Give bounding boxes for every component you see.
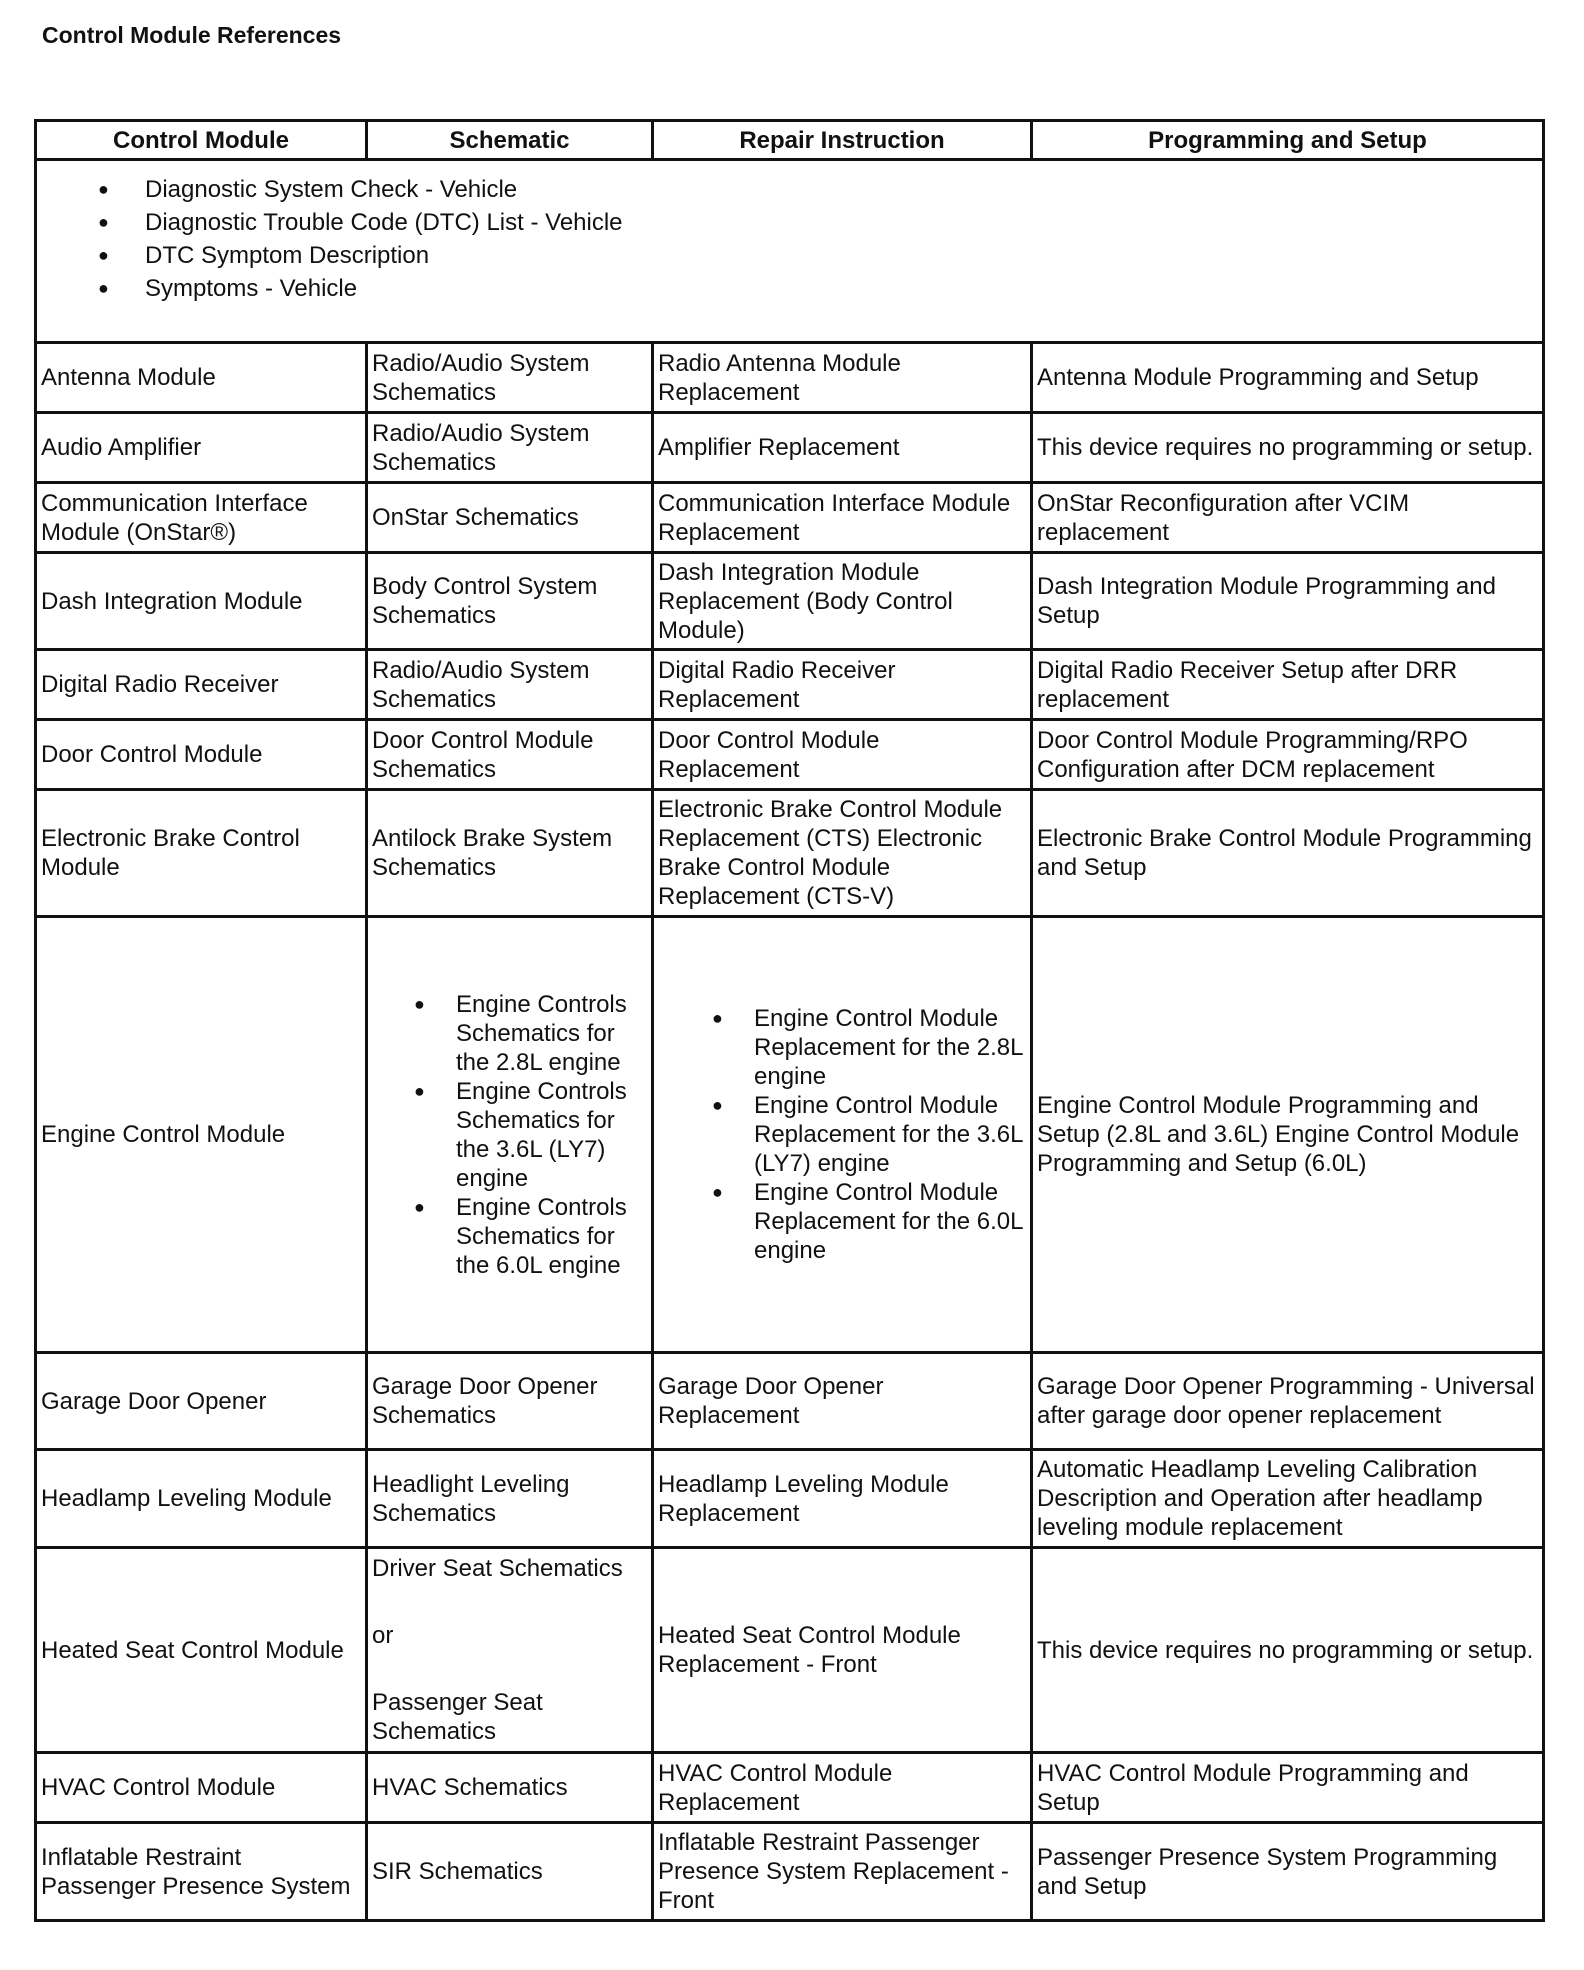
repair-cell[interactable]: Digital Radio Receiver Replacement <box>653 650 1032 720</box>
passenger-seat-schematics-link[interactable]: Passenger Seat Schematics <box>372 1689 543 1745</box>
header-programming-setup: Programming and Setup <box>1032 121 1544 160</box>
module-cell: Audio Amplifier <box>36 413 367 483</box>
list-item[interactable]: ● Diagnostic Trouble Code (DTC) List - Vehicle <box>93 206 1534 239</box>
programming-cell[interactable]: Garage Door Opener Programming - Universal after garage door opener replacement <box>1032 1353 1544 1450</box>
programming-cell[interactable]: Digital Radio Receiver Setup after DRR replacement <box>1032 650 1544 720</box>
schematic-cell[interactable]: Antilock Brake System Schematics <box>367 790 653 917</box>
repair-cell[interactable]: Inflatable Restraint Passenger Presence System Replacement - Front <box>653 1823 1032 1921</box>
table-row <box>36 720 1544 790</box>
schematic-cell[interactable]: SIR Schematics <box>367 1823 653 1921</box>
module-cell: Inflatable Restraint Passenger Presence System <box>36 1823 367 1921</box>
repair-cell <box>653 917 1032 1353</box>
module-cell: Door Control Module <box>36 720 367 790</box>
schematic-cell[interactable]: Door Control Module Schematics <box>367 720 653 790</box>
repair-cell[interactable]: Door Control Module Replacement <box>653 720 1032 790</box>
schematic-cell[interactable]: Radio/Audio System Schematics <box>367 413 653 483</box>
programming-cell[interactable]: Passenger Presence System Programming and Setup <box>1032 1823 1544 1921</box>
programming-cell[interactable]: OnStar Reconfiguration after VCIM replacement <box>1032 483 1544 553</box>
table-row <box>36 650 1544 720</box>
module-cell: Engine Control Module <box>36 917 367 1353</box>
programming-cell[interactable]: Engine Control Module Programming and Setup (2.8L and 3.6L) Engine Control Module Programming and Setup (6.0L) <box>1032 917 1544 1353</box>
list-item[interactable]: ● Diagnostic System Check - Vehicle <box>93 173 1534 206</box>
repair-cell[interactable]: Communication Interface Module Replacement <box>653 483 1032 553</box>
header-row <box>36 121 1544 160</box>
table-row <box>36 1450 1544 1548</box>
table-row <box>36 553 1544 650</box>
schematic-cell[interactable]: OnStar Schematics <box>367 483 653 553</box>
list-item[interactable]: ● Symptoms - Vehicle <box>93 272 1534 305</box>
document-title: Control Module References <box>42 22 342 48</box>
table-row <box>36 1753 1544 1823</box>
programming-cell[interactable]: This device requires no programming or setup. <box>1032 413 1544 483</box>
header-schematic: Schematic <box>367 121 653 160</box>
diagnostic-links-list <box>93 173 1534 305</box>
schematic-cell[interactable]: Radio/Audio System Schematics <box>367 650 653 720</box>
schematic-cell[interactable]: HVAC Schematics <box>367 1753 653 1823</box>
module-cell: Garage Door Opener <box>36 1353 367 1450</box>
list-item[interactable]: ● Engine Controls Schematics for the 6.0L engine <box>400 1193 647 1280</box>
intro-cell <box>36 160 1544 343</box>
repair-cell[interactable]: Radio Antenna Module Replacement <box>653 343 1032 413</box>
table-row <box>36 483 1544 553</box>
list-item[interactable]: ● Engine Control Module Replacement for the 2.8L engine <box>698 1004 1026 1091</box>
control-module-table <box>34 119 1545 1922</box>
module-cell: HVAC Control Module <box>36 1753 367 1823</box>
repair-cell[interactable]: Headlamp Leveling Module Replacement <box>653 1450 1032 1548</box>
repair-cell[interactable]: Dash Integration Module Replacement (Body Control Module) <box>653 553 1032 650</box>
programming-cell[interactable]: Automatic Headlamp Leveling Calibration Description and Operation after headlamp leveling module replacement <box>1032 1450 1544 1548</box>
repair-cell[interactable]: Electronic Brake Control Module Replacement (CTS) Electronic Brake Control Module Replacement (CTS-V) <box>653 790 1032 917</box>
list-item[interactable]: ● Engine Controls Schematics for the 3.6L (LY7) engine <box>400 1077 647 1193</box>
programming-cell[interactable]: Door Control Module Programming/RPO Configuration after DCM replacement <box>1032 720 1544 790</box>
list-item[interactable]: ● Engine Control Module Replacement for the 3.6L (LY7) engine <box>698 1091 1026 1178</box>
programming-cell[interactable]: Dash Integration Module Programming and Setup <box>1032 553 1544 650</box>
table-row <box>36 413 1544 483</box>
schematic-cell <box>367 917 653 1353</box>
repair-cell[interactable]: Garage Door Opener Replacement <box>653 1353 1032 1450</box>
programming-cell[interactable]: Antenna Module Programming and Setup <box>1032 343 1544 413</box>
header-control-module: Control Module <box>36 121 367 160</box>
table-row-heated-seat <box>36 1548 1544 1753</box>
schematic-cell[interactable]: Headlight Leveling Schematics <box>367 1450 653 1548</box>
table-row <box>36 1353 1544 1450</box>
table-row-engine-control-module <box>36 917 1544 1353</box>
table-row <box>36 343 1544 413</box>
schematic-cell <box>367 1548 653 1753</box>
schematic-cell[interactable]: Body Control System Schematics <box>367 553 653 650</box>
schematic-cell[interactable]: Radio/Audio System Schematics <box>367 343 653 413</box>
header-repair-instruction: Repair Instruction <box>653 121 1032 160</box>
list-item[interactable]: ● DTC Symptom Description <box>93 239 1534 272</box>
repair-cell[interactable]: HVAC Control Module Replacement <box>653 1753 1032 1823</box>
schematic-cell[interactable]: Garage Door Opener Schematics <box>367 1353 653 1450</box>
module-cell: Communication Interface Module (OnStar®) <box>36 483 367 553</box>
intro-row <box>36 160 1544 343</box>
programming-cell[interactable]: Electronic Brake Control Module Programming and Setup <box>1032 790 1544 917</box>
list-item[interactable]: ● Engine Controls Schematics for the 2.8L engine <box>400 990 647 1077</box>
engine-repair-list <box>698 1004 1026 1265</box>
module-cell: Antenna Module <box>36 343 367 413</box>
module-cell: Dash Integration Module <box>36 553 367 650</box>
programming-cell[interactable]: HVAC Control Module Programming and Setup <box>1032 1753 1544 1823</box>
engine-schematics-list <box>400 990 647 1280</box>
module-cell: Heated Seat Control Module <box>36 1548 367 1753</box>
module-cell: Digital Radio Receiver <box>36 650 367 720</box>
table-row <box>36 790 1544 917</box>
repair-cell[interactable]: Heated Seat Control Module Replacement - Front <box>653 1548 1032 1753</box>
programming-cell: This device requires no programming or setup. <box>1032 1548 1544 1753</box>
repair-cell[interactable]: Amplifier Replacement <box>653 413 1032 483</box>
module-cell: Headlamp Leveling Module <box>36 1450 367 1548</box>
driver-seat-schematics-link[interactable]: Driver Seat Schematics <box>372 1555 623 1582</box>
table-row <box>36 1823 1544 1921</box>
module-cell: Electronic Brake Control Module <box>36 790 367 917</box>
or-text: or <box>372 1622 394 1649</box>
list-item[interactable]: ● Engine Control Module Replacement for the 6.0L engine <box>698 1178 1026 1265</box>
